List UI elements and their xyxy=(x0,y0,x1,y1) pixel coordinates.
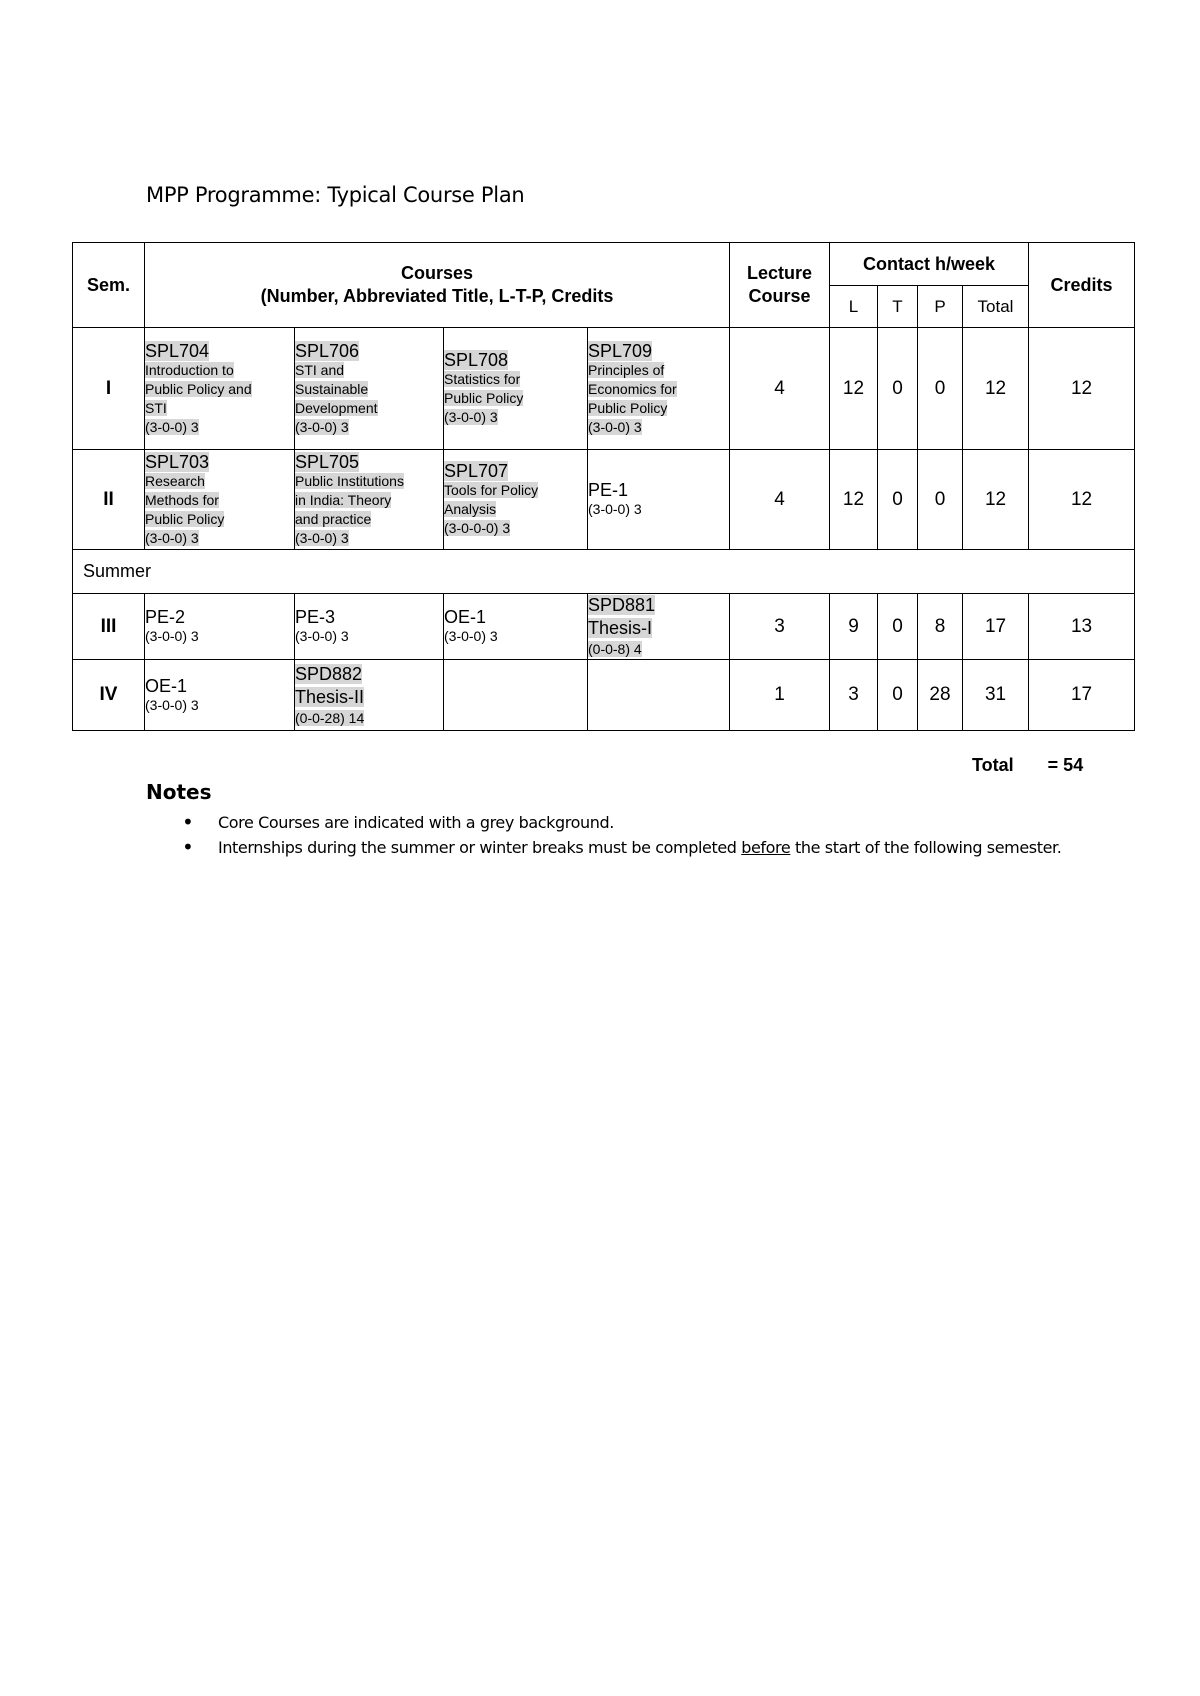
course-cell xyxy=(588,328,730,450)
contact-p: 8 xyxy=(918,594,963,660)
course-code: SPL706 xyxy=(295,340,360,361)
lecture-count: 1 xyxy=(730,660,830,731)
course-desc: in India: Theory xyxy=(295,491,392,508)
course-ltp: (3-0-0) 3 xyxy=(444,628,498,644)
course-code: PE-2 xyxy=(145,607,186,627)
lecture-count: 4 xyxy=(730,328,830,450)
contact-p: 0 xyxy=(918,328,963,450)
course-desc: STI and xyxy=(295,361,345,378)
grand-total xyxy=(972,755,1083,776)
credits-value: 13 xyxy=(1029,594,1135,660)
notes-heading: Notes xyxy=(146,780,212,804)
note-underline: before xyxy=(741,838,791,857)
course-desc: Public Policy xyxy=(588,399,668,416)
course-ltp: (3-0-0) 3 xyxy=(145,628,199,644)
course-ltp: (3-0-0) 3 xyxy=(145,529,199,546)
contact-total: 12 xyxy=(963,328,1029,450)
course-code: SPL709 xyxy=(588,340,653,361)
course-desc: Public Policy and xyxy=(145,380,252,397)
course-ltp: (3-0-0) 3 xyxy=(145,418,199,435)
list-item xyxy=(218,810,1118,835)
lecture-count: 4 xyxy=(730,450,830,550)
note-text: Core Courses are indicated with a grey background. xyxy=(218,813,614,832)
course-code: SPL708 xyxy=(444,350,509,370)
course-cell xyxy=(444,450,588,550)
course-ltp: (3-0-0) 3 xyxy=(444,409,498,425)
course-desc: Public Policy xyxy=(145,510,225,527)
course-ltp: (3-0-0-0) 3 xyxy=(444,520,511,536)
course-ltp: (3-0-0) 3 xyxy=(588,501,642,517)
header-total: Total xyxy=(963,286,1029,328)
course-cell xyxy=(588,450,730,550)
table-row xyxy=(73,328,1135,450)
header-contact: Contact h/week xyxy=(830,243,1029,286)
contact-t: 0 xyxy=(878,594,918,660)
header-courses-line2: (Number, Abbreviated Title, L-T-P, Credits xyxy=(260,286,614,306)
course-title: Thesis-I xyxy=(588,618,653,638)
course-cell xyxy=(295,328,444,450)
course-cell xyxy=(145,450,295,550)
course-desc: Research xyxy=(145,472,205,489)
course-desc: Public Policy xyxy=(444,390,524,406)
contact-l: 9 xyxy=(830,594,878,660)
note-text: Internships during the summer or winter breaks must be completed xyxy=(218,838,742,857)
course-code: SPL707 xyxy=(444,461,509,481)
credits-value: 12 xyxy=(1029,328,1135,450)
course-code: OE-1 xyxy=(145,675,188,696)
semester-label: III xyxy=(73,594,145,660)
semester-label: IV xyxy=(73,660,145,731)
header-l: L xyxy=(830,286,878,328)
course-cell xyxy=(588,594,730,660)
course-code: PE-3 xyxy=(295,607,336,627)
course-desc: Methods for xyxy=(145,491,219,508)
course-cell xyxy=(145,594,295,660)
note-text: the start of the following semester. xyxy=(790,838,1062,857)
course-code: SPD882 xyxy=(295,663,363,684)
course-ltp: (3-0-0) 3 xyxy=(588,418,642,435)
header-t: T xyxy=(878,286,918,328)
notes-list xyxy=(178,810,1118,860)
course-desc: STI xyxy=(145,399,167,416)
list-item xyxy=(218,835,1118,860)
summer-row-label: Summer xyxy=(73,550,1135,594)
header-lecture-line2: Course xyxy=(748,286,811,306)
course-ltp: (0-0-28) 14 xyxy=(295,709,365,726)
course-desc: Economics for xyxy=(588,380,677,397)
table-row xyxy=(73,450,1135,550)
credits-value: 17 xyxy=(1029,660,1135,731)
course-code: SPL703 xyxy=(145,451,210,472)
course-cell xyxy=(145,660,295,731)
semester-label: I xyxy=(73,328,145,450)
course-desc: Tools for Policy xyxy=(444,482,539,498)
course-desc: Public Institutions xyxy=(295,472,404,489)
semester-label: II xyxy=(73,450,145,550)
grand-total-label: Total xyxy=(972,755,1014,775)
course-code: OE-1 xyxy=(444,607,487,627)
contact-t: 0 xyxy=(878,660,918,731)
course-desc: Introduction to xyxy=(145,361,234,378)
header-p: P xyxy=(918,286,963,328)
course-cell xyxy=(295,450,444,550)
course-ltp: (3-0-0) 3 xyxy=(295,418,349,435)
credits-value: 12 xyxy=(1029,450,1135,550)
course-desc: Statistics for xyxy=(444,371,521,387)
course-ltp: (3-0-0) 3 xyxy=(145,696,199,713)
table-row xyxy=(73,660,1135,731)
page-title: MPP Programme: Typical Course Plan xyxy=(146,183,525,207)
contact-total: 12 xyxy=(963,450,1029,550)
course-code: SPL705 xyxy=(295,451,360,472)
header-courses-line1: Courses xyxy=(400,263,474,283)
course-desc: Analysis xyxy=(444,501,497,517)
contact-total: 17 xyxy=(963,594,1029,660)
table-row xyxy=(73,594,1135,660)
grand-total-value: = 54 xyxy=(1047,755,1084,775)
table-row xyxy=(73,550,1135,594)
course-code: SPL704 xyxy=(145,340,210,361)
course-desc: Development xyxy=(295,399,378,416)
course-code: PE-1 xyxy=(588,480,629,500)
course-title: Thesis-II xyxy=(295,686,365,707)
contact-t: 0 xyxy=(878,450,918,550)
course-desc: Sustainable xyxy=(295,380,369,397)
course-ltp: (0-0-8) 4 xyxy=(588,641,642,657)
course-cell xyxy=(295,660,444,731)
header-courses xyxy=(145,243,730,328)
course-code: SPD881 xyxy=(588,595,656,615)
contact-l: 12 xyxy=(830,328,878,450)
course-cell-empty xyxy=(444,660,588,731)
header-lecture-line1: Lecture xyxy=(746,263,813,283)
course-desc: Principles of xyxy=(588,361,665,378)
course-ltp: (3-0-0) 3 xyxy=(295,529,349,546)
contact-p: 28 xyxy=(918,660,963,731)
course-cell-empty xyxy=(588,660,730,731)
contact-l: 3 xyxy=(830,660,878,731)
header-credits: Credits xyxy=(1029,243,1135,328)
contact-l: 12 xyxy=(830,450,878,550)
course-cell xyxy=(444,328,588,450)
contact-p: 0 xyxy=(918,450,963,550)
contact-total: 31 xyxy=(963,660,1029,731)
course-cell xyxy=(145,328,295,450)
course-cell xyxy=(444,594,588,660)
course-desc: and practice xyxy=(295,510,372,527)
header-sem: Sem. xyxy=(73,243,145,328)
course-plan-table xyxy=(72,242,1135,731)
header-lecture-course xyxy=(730,243,830,328)
course-ltp: (3-0-0) 3 xyxy=(295,628,349,644)
lecture-count: 3 xyxy=(730,594,830,660)
contact-t: 0 xyxy=(878,328,918,450)
course-cell xyxy=(295,594,444,660)
